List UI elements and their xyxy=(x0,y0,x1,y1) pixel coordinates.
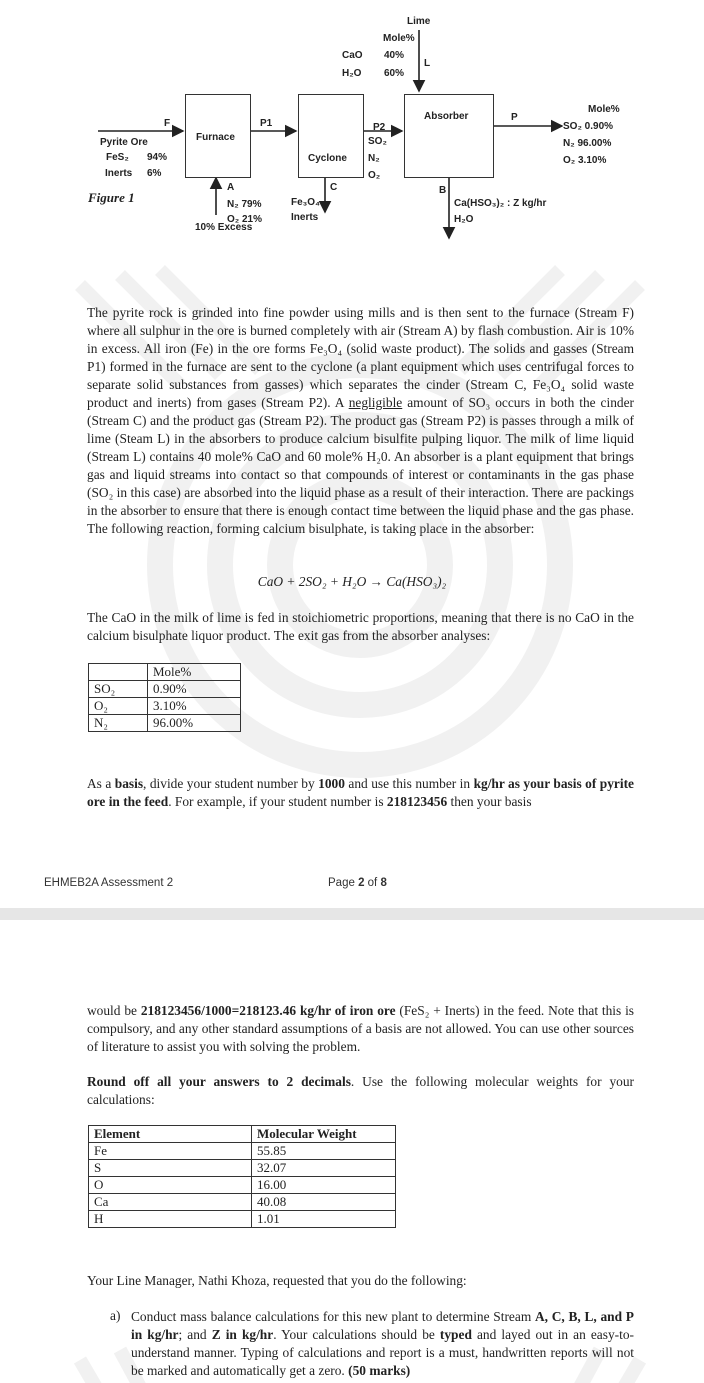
item-a-bold: typed xyxy=(439,1327,472,1342)
table-row xyxy=(89,681,241,698)
cyclone-label: Cyclone xyxy=(308,153,347,164)
table-cell: SO₂ xyxy=(89,681,148,698)
p2-n2: N₂ xyxy=(368,153,380,164)
absorber-unit xyxy=(404,94,494,178)
item-a-marker: a) xyxy=(110,1308,121,1323)
p2-o2: O₂ xyxy=(368,170,381,181)
figure-caption: Figure 1 xyxy=(88,190,135,205)
cont-text: would be xyxy=(87,1003,141,1018)
item-a-part: and layed out in an easy-to-understand manner. Typing of calculations and report is a must, handwritten reports will not be marked and automatically get a zero. xyxy=(131,1327,634,1378)
pyrite-inerts-pct: 6% xyxy=(147,168,162,179)
table-row xyxy=(89,1194,396,1211)
absorber-label: Absorber xyxy=(424,111,469,122)
item-a-text xyxy=(131,1308,634,1380)
air-n2: N₂ 79% xyxy=(227,199,262,210)
stream-p2-label: P2 xyxy=(373,122,386,133)
basis-bold: kg/hr as your basis of pyrite ore in the feed xyxy=(87,776,634,809)
cinder-inerts: Inerts xyxy=(291,212,319,223)
p2-so2: SO₂ xyxy=(368,136,387,147)
exit-so2: SO₂ 0.90% xyxy=(563,121,614,132)
table-row xyxy=(89,1177,396,1194)
table-cell: 55.85 xyxy=(252,1143,396,1160)
paragraph-stoichiometric: The CaO in the milk of lime is fed in stoichiometric proportions, meaning that there is no CaO in the calcium bisulphate liquor product. The exit gas from the absorber analyses: xyxy=(87,610,634,643)
round-text: . Use the following molecular weights for your calculations: xyxy=(87,1074,634,1107)
item-a-bold: Z in kg/hr xyxy=(211,1327,274,1342)
table-cell: 96.00% xyxy=(148,715,241,732)
item-a-bold: A, C, B, L, and P in kg/hr xyxy=(131,1309,634,1342)
paragraph-rounding xyxy=(87,1073,634,1109)
table-cell: S xyxy=(89,1160,252,1177)
cao-pct: 40% xyxy=(384,50,405,61)
footer-page-word: Page xyxy=(328,877,359,889)
paragraph-process-description xyxy=(87,304,634,538)
stream-a-label: A xyxy=(227,182,235,193)
item-a-marks: (50 marks) xyxy=(348,1363,411,1378)
basis-text: then your basis xyxy=(447,794,532,809)
p1-text-a: The pyrite rock is grinded into fine powder using mills and is then sent to the furnace (Stream F) where all sulphur in the ore is burned completely with air (Stream A) by flash combustion. Air is 10% in excess. All iron (Fe) in the ore forms Fe₃O₄ (solid waste product). The solids and gasses (Stream P1) formed in the furnace are sent to the cyclone (a plant equipment which uses centrifugal forces to separate solid substances from gasses) which separates the cinder (Stream C, Fe₃O₄ solid waste product and inerts) from gases (Stream P2). A xyxy=(87,305,634,410)
basis-bold: 218123456 xyxy=(386,794,448,809)
table-cell: 3.10% xyxy=(148,698,241,715)
p1-text-b: amount of SO₃ occurs in both the cinder (Stream C) and the product gas (Stream P2). The product gas (Stream P2) is passes through a milk of lime (Steam L) in the absorbers to produce calcium bisulfite pulping liquor. The milk of lime liquid (Stream L) contains 40 mole% CaO and 60 mole% H₂0. An absorber is a plant equipment that brings gas and liquid streams into contact so that compounds of interest or contaminants in the gas phase (SO₂ in this case) are absorbed into the liquid phase as a result of their interaction. There are packings in the absorber to ensure that there is enough contact time between the liquid phase and the gas phase. The following reaction, forming calcium bisulphate, is taking place in the absorber: xyxy=(87,395,635,536)
product-cahso3: Ca(HSO₃)₂ : Z kg/hr xyxy=(454,198,547,209)
footer-total: 8 xyxy=(380,877,387,889)
item-a-part: . Your calculations should be xyxy=(273,1327,440,1342)
table-header: Molecular Weight xyxy=(252,1126,396,1143)
cinder-fe3o4: Fe₃O₄ xyxy=(291,197,320,208)
table-cell: H xyxy=(89,1211,252,1228)
item-a-part: Conduct mass balance calculations for this new plant to determine Stream xyxy=(131,1309,535,1324)
air-excess: 10% Excess xyxy=(195,222,253,233)
basis-text: and use this number in xyxy=(344,776,474,791)
footer-page-number xyxy=(328,877,387,889)
exit-n2: N₂ 96.00% xyxy=(563,138,612,149)
cont-bold: 218123456/1000=218123.46 kg/hr of iron ore xyxy=(140,1003,396,1018)
stream-f-label: F xyxy=(164,118,171,129)
exit-header: Mole% xyxy=(588,104,620,115)
stream-b-label: B xyxy=(439,185,447,196)
table-cell: 1.01 xyxy=(252,1211,396,1228)
table-row xyxy=(89,698,241,715)
paragraph-line-manager: Your Line Manager, Nathi Khoza, requested that you do the following: xyxy=(87,1273,467,1288)
footer-course: EHMEB2A Assessment 2 xyxy=(44,877,174,889)
basis-text: As a xyxy=(87,776,115,791)
basis-bold: 1000 xyxy=(318,776,345,791)
footer-page-num: 2 xyxy=(358,877,365,889)
stream-c-label: C xyxy=(330,182,338,193)
air-o2: O₂ 21% xyxy=(227,214,263,225)
reaction-equation: CaO + 2SO₂ + H₂O → Ca(HSO₃)₂ xyxy=(257,574,447,589)
table-row xyxy=(89,1126,396,1143)
footer-of: of xyxy=(364,877,381,889)
pyrite-title: Pyrite Ore xyxy=(100,137,148,148)
table-cell: 0.90% xyxy=(148,681,241,698)
page-separator xyxy=(0,908,704,920)
table-cell: Ca xyxy=(89,1194,252,1211)
paragraph-basis xyxy=(87,775,634,811)
table-row xyxy=(89,1211,396,1228)
item-a-part: ; and xyxy=(178,1327,212,1342)
table-cell: Fe xyxy=(89,1143,252,1160)
table-header: Mole% xyxy=(148,664,241,681)
stream-p-label: P xyxy=(511,112,518,123)
lime-label: Lime xyxy=(407,16,431,27)
pyrite-inerts: Inerts xyxy=(105,168,133,179)
cyclone-unit xyxy=(298,94,364,178)
table-row xyxy=(89,664,241,681)
round-bold: Round off all your answers to 2 decimals xyxy=(87,1074,351,1089)
table-cell: 16.00 xyxy=(252,1177,396,1194)
paragraph-basis-continued xyxy=(87,1002,634,1056)
stream-p1-label: P1 xyxy=(260,118,273,129)
basis-text: . For example, if your student number is xyxy=(168,794,387,809)
stream-l-label: L xyxy=(424,58,431,69)
table-row xyxy=(89,715,241,732)
pyrite-fes2: FeS₂ xyxy=(106,152,129,163)
table-row xyxy=(89,1143,396,1160)
exit-gas-table xyxy=(88,663,241,732)
exit-o2: O₂ 3.10% xyxy=(563,155,607,166)
lime-mole-header: Mole% xyxy=(383,33,415,44)
h2o-label: H₂O xyxy=(342,68,362,79)
table-cell: 40.08 xyxy=(252,1194,396,1211)
molecular-weight-table xyxy=(88,1125,396,1228)
cao-label: CaO xyxy=(342,50,363,61)
document-page-2 xyxy=(0,920,704,1383)
table-cell: O₂ xyxy=(89,698,148,715)
table-cell: O xyxy=(89,1177,252,1194)
h2o-pct: 60% xyxy=(384,68,405,79)
basis-text: , divide your student number by xyxy=(143,776,319,791)
product-h2o: H₂O xyxy=(454,214,474,225)
basis-bold: basis xyxy=(114,776,144,791)
table-cell: 32.07 xyxy=(252,1160,396,1177)
pyrite-fes2-pct: 94% xyxy=(147,152,168,163)
table-cell: N₂ xyxy=(89,715,148,732)
furnace-label: Furnace xyxy=(196,132,235,143)
table-header: Element xyxy=(89,1126,252,1143)
table-row xyxy=(89,1160,396,1177)
p1-underline: negligible xyxy=(348,395,403,410)
cont-text: (FeS₂ + Inerts) in the feed. Note that this is compulsory, and any other standard assumptions of a basis are not allowed. You can use other sources of literature to assist you with solving the problem. xyxy=(87,1003,635,1054)
